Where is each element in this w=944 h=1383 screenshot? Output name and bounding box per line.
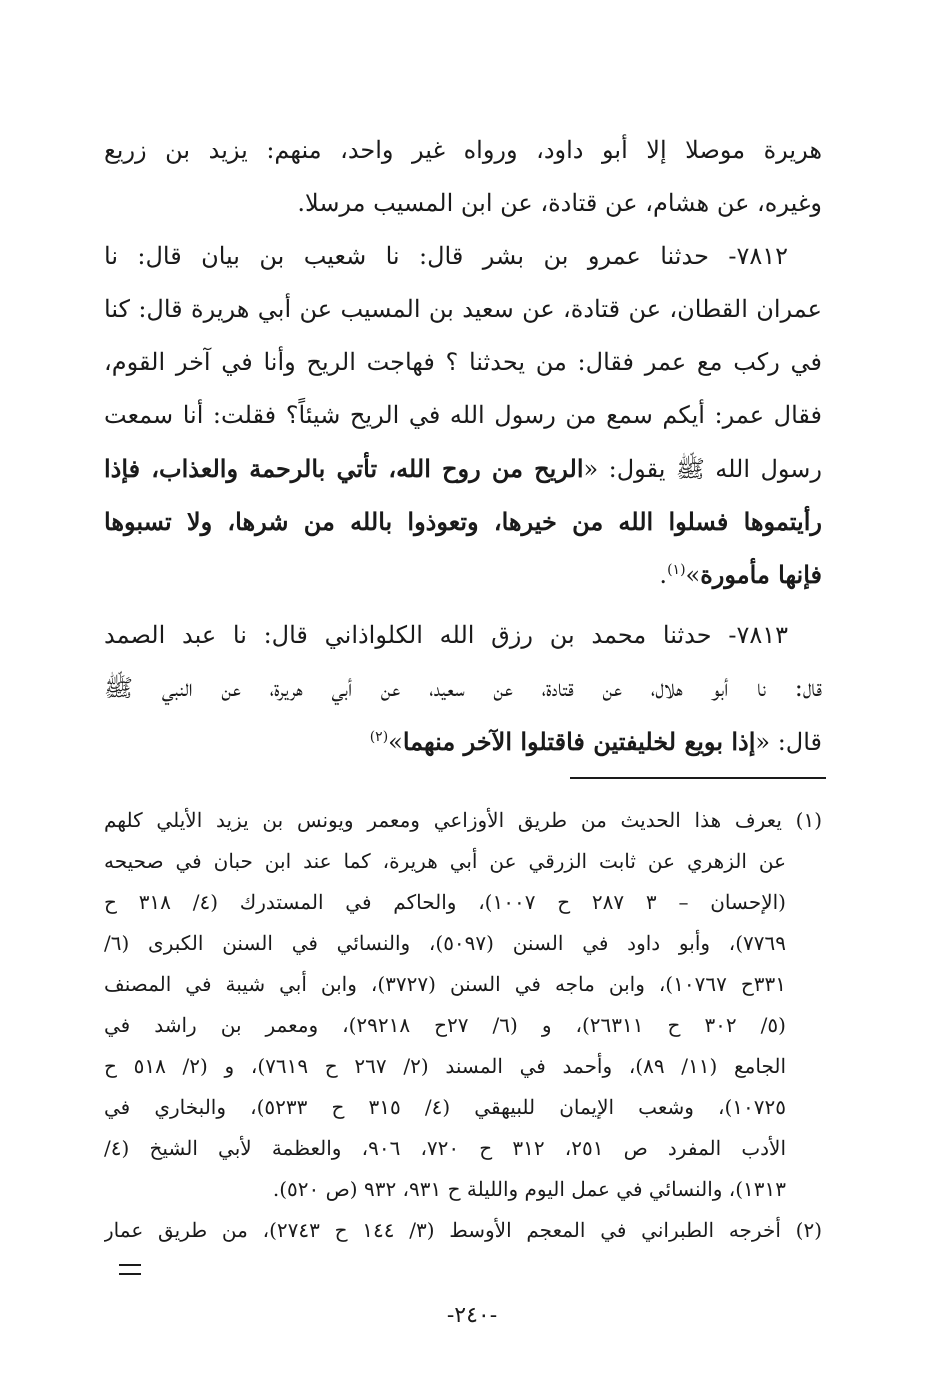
footnote-1-line: عن الزهري عن ثابت الزرقي عن أبي هريرة، كما عند ابن حبان في صحيحه [104,849,786,873]
footnote-separator [570,777,826,779]
footnotes [104,800,822,1251]
hadith-bold-text: فإنها مأمورة [700,560,822,589]
body-line [104,495,822,548]
body-line: عمران القطان، عن قتادة، عن سعيد بن المسيب عن أبي هريرة قال: كنا [104,295,822,323]
body-line [104,442,822,495]
body-line: قال: نا أبو هلال، عن قتادة، عن سعيد، عن أبي هريرة، عن النبي ﷺ [104,674,822,702]
hadith-bold-text: الريح من روح الله، تأتي بالرحمة والعذاب، فإذا [104,454,584,483]
hadith-bold-text: رأيتموها فسلوا الله من خيرها، وتعوذوا بالله من شرها، ولا تسبوها [104,507,822,536]
footnote-1-line: ١٣١٣)، والنسائي في عمل اليوم والليلة ح ٩٣١، ٩٣٢ (ص ٥٢٠). [272,1177,786,1201]
body-line: هريرة موصلا إلا أبو داود، ورواه غير واحد، منهم: يزيد بن زريع [104,136,822,164]
body-line: وغيره، عن هشام، عن قتادة، عن ابن المسيب مرسلا. [297,189,822,217]
page-number: -٢٤٠- [446,1303,498,1328]
continuation-mark [119,1264,141,1275]
footnote-1-line: الجامع (١١/ ٨٩)، وأحمد في المسند (٢/ ٢٦٧ ح ٧٦١٩)، و (٢/ ٥١٨ ح [104,1054,787,1078]
main-text [104,124,822,768]
body-plain: قال: « [755,728,822,756]
footnote-1-line: (١) يعرف هذا الحديث من طريق الأوزاعي ومعمر ويونس بن يزيد الأيلي كلهم [104,808,822,832]
hadith-bold-text: إذا بويع لخليفتين فاقتلوا الآخر منهما [402,727,756,756]
period: . [659,561,668,589]
body-line: في ركب مع عمر فقال: من يحدثنا ؟ فهاجت الريح وأنا في آخر القوم، [104,348,822,376]
footnote-1-line: (٥/ ٣٠٢ ح ٢٦٣١١)، و (٦/ ٢٧ح ٢٩٢١٨)، ومعمر بن راشد في [104,1013,786,1037]
body-line: فقال عمر: أيكم سمع من رسول الله في الريح شيئاً؟ فقلت: أنا سمعت [104,401,822,429]
footnote-1-line: ١٠٧٢٥)، وشعب الإيمان للبيهقي (٤/ ٣١٥ ح ٥٢٣٣)، والبخاري في [104,1095,786,1119]
footnote-1-line: ٧٧٦٩)، وأبو داود في السنن (٥٠٩٧)، والنسائي في السنن الكبرى (٦/ [104,931,787,955]
quote-mark: » [388,728,403,756]
body-plain: رسول الله ﷺ يقول: « [583,455,822,483]
footnote-1-line: ٣٣١ح ١٠٧٦٧)، وابن ماجه في السنن (٣٧٢٧)، وابن أبي شيبة في المصنف [104,972,786,996]
hadith-7813-line: ٧٨١٣- حدثنا محمد بن رزق الله الكلواذاني قال: نا عبد الصمد [104,621,788,649]
footnote-2-line: (٢) أخرجه الطبراني في المعجم الأوسط (٣/ ١٤٤ ح ٢٧٤٣)، من طريق عمار [104,1218,822,1242]
hadith-7812-line: ٧٨١٢- حدثنا عمرو بن بشر قال: نا شعيب بن بيان قال: نا [104,242,788,270]
footnote-1-line: (الإحسان – ٣ ٢٨٧ ح ١٠٠٧)، والحاكم في المستدرك (٤/ ٣١٨ ح [104,890,786,914]
body-line [104,548,822,601]
body-line [104,715,822,768]
footnote-1-line: الأدب المفرد ص ٢٥١، ٣١٢ ح ٧٢٠، ٩٠٦، والعظمة لأبي الشيخ (٤/ [104,1136,787,1160]
footnote-ref: (١) [667,562,686,578]
footnote-ref: (٢) [369,729,389,745]
quote-mark: » [685,561,701,589]
